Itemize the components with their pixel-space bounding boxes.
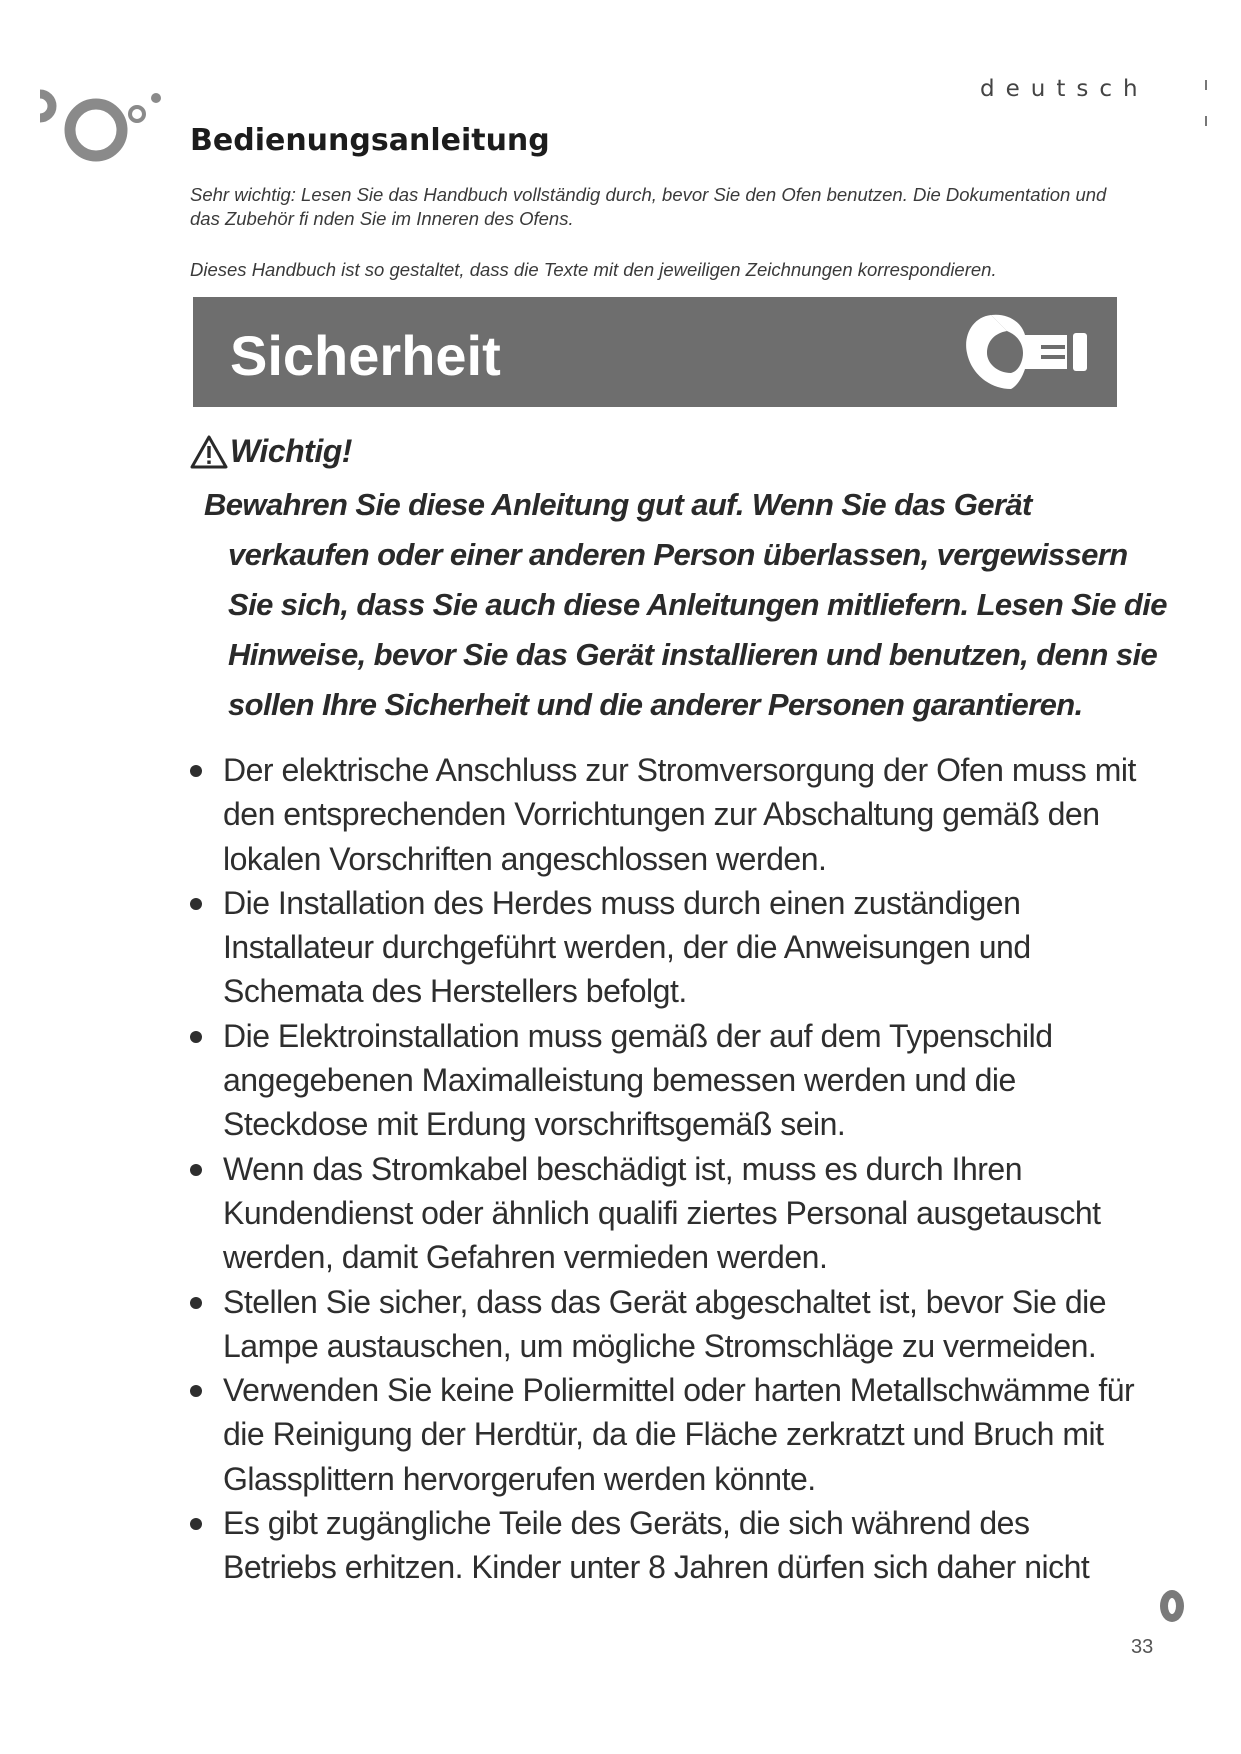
bullet-dot xyxy=(190,765,202,777)
page-number: 33 xyxy=(1131,1636,1154,1658)
manual-title: Bedienungsanleitung xyxy=(190,123,550,158)
section-banner xyxy=(193,297,1117,407)
list-item xyxy=(190,1368,1150,1501)
warning-label: Wichtig! xyxy=(230,433,352,469)
language-label: deutsch xyxy=(980,76,1149,102)
section-title: Sicherheit xyxy=(230,324,501,387)
rule-text: Wenn das Stromkabel beschädigt ist, muss es durch Ihren Kundendienst oder ähnlich qualifi ziertes Personal ausgetauscht werden, damit Gefahren vermieden werden. xyxy=(223,1150,1101,1276)
safety-rules-list xyxy=(190,748,1150,1590)
intro-notice: Sehr wichtig: Lesen Sie das Handbuch vollständig durch, bevor Sie den Ofen benutzen. Die Dokumentation und das Zubehör fi nden Sie im Inneren des Ofens. xyxy=(190,184,1107,229)
warning-text: Bewahren Sie diese Anleitung gut auf. Wenn Sie das Gerät verkaufen oder einer anderen Person überlassen, vergewissern Sie sich, dass Sie auch diese Anleitungen mitliefern. Lesen Sie die Hinweise, bevor Sie das Gerät installieren und benutzen, denn sie sollen Ihre Sicherheit und die anderer Personen garantieren. xyxy=(204,487,1167,722)
list-item xyxy=(190,881,1150,1014)
bullet-dot xyxy=(190,1164,202,1176)
wrench-icon xyxy=(963,311,1093,395)
rule-text: Es gibt zugängliche Teile des Geräts, die sich während des Betriebs erhitzen. Kinder unter 8 Jahren dürfen sich daher nicht xyxy=(223,1505,1090,1586)
bullet-dot xyxy=(190,1518,202,1530)
rule-text: Stellen Sie sicher, dass das Gerät abgeschaltet ist, bevor Sie die Lampe austauschen, um mögliche Stromschläge zu vermeiden. xyxy=(223,1283,1107,1364)
bullet-dot xyxy=(190,1297,202,1309)
list-item xyxy=(190,748,1150,881)
corner-ring-icon xyxy=(1160,1590,1184,1622)
rule-text: Der elektrische Anschluss zur Stromversorgung der Ofen muss mit den entsprechenden Vorrichtungen zur Abschaltung gemäß den lokalen Vorschriften angeschlossen werden. xyxy=(223,752,1136,877)
list-item xyxy=(190,1280,1150,1369)
warning-triangle-icon xyxy=(190,435,228,469)
bullet-dot xyxy=(190,1031,202,1043)
brand-logo xyxy=(34,80,164,180)
edge-mark xyxy=(1205,80,1207,90)
rule-text: Verwenden Sie keine Poliermittel oder harten Metallschwämme für die Reinigung der Herdtür, da die Fläche zerkratzt und Bruch mit Glassplittern hervorgerufen werden könnte. xyxy=(223,1372,1135,1497)
edge-mark xyxy=(1205,116,1207,126)
list-item xyxy=(190,1014,1150,1147)
bullet-dot xyxy=(190,1385,202,1397)
bullet-dot xyxy=(190,898,202,910)
list-item xyxy=(190,1501,1150,1590)
rule-text: Die Elektroinstallation muss gemäß der auf dem Typenschild angegebenen Maximalleistung bemessen werden und die Steckdose mit Erdung vorschriftsgemäß sein. xyxy=(223,1017,1053,1143)
intro-note: Dieses Handbuch ist so gestaltet, dass die Texte mit den jeweiligen Zeichnungen korrespondieren. xyxy=(190,259,997,280)
list-item xyxy=(190,1147,1150,1280)
rule-text: Die Installation des Herdes muss durch einen zuständigen Installateur durchgeführt werden, der die Anweisungen und Schemata des Herstellers befolgt. xyxy=(223,884,1031,1010)
